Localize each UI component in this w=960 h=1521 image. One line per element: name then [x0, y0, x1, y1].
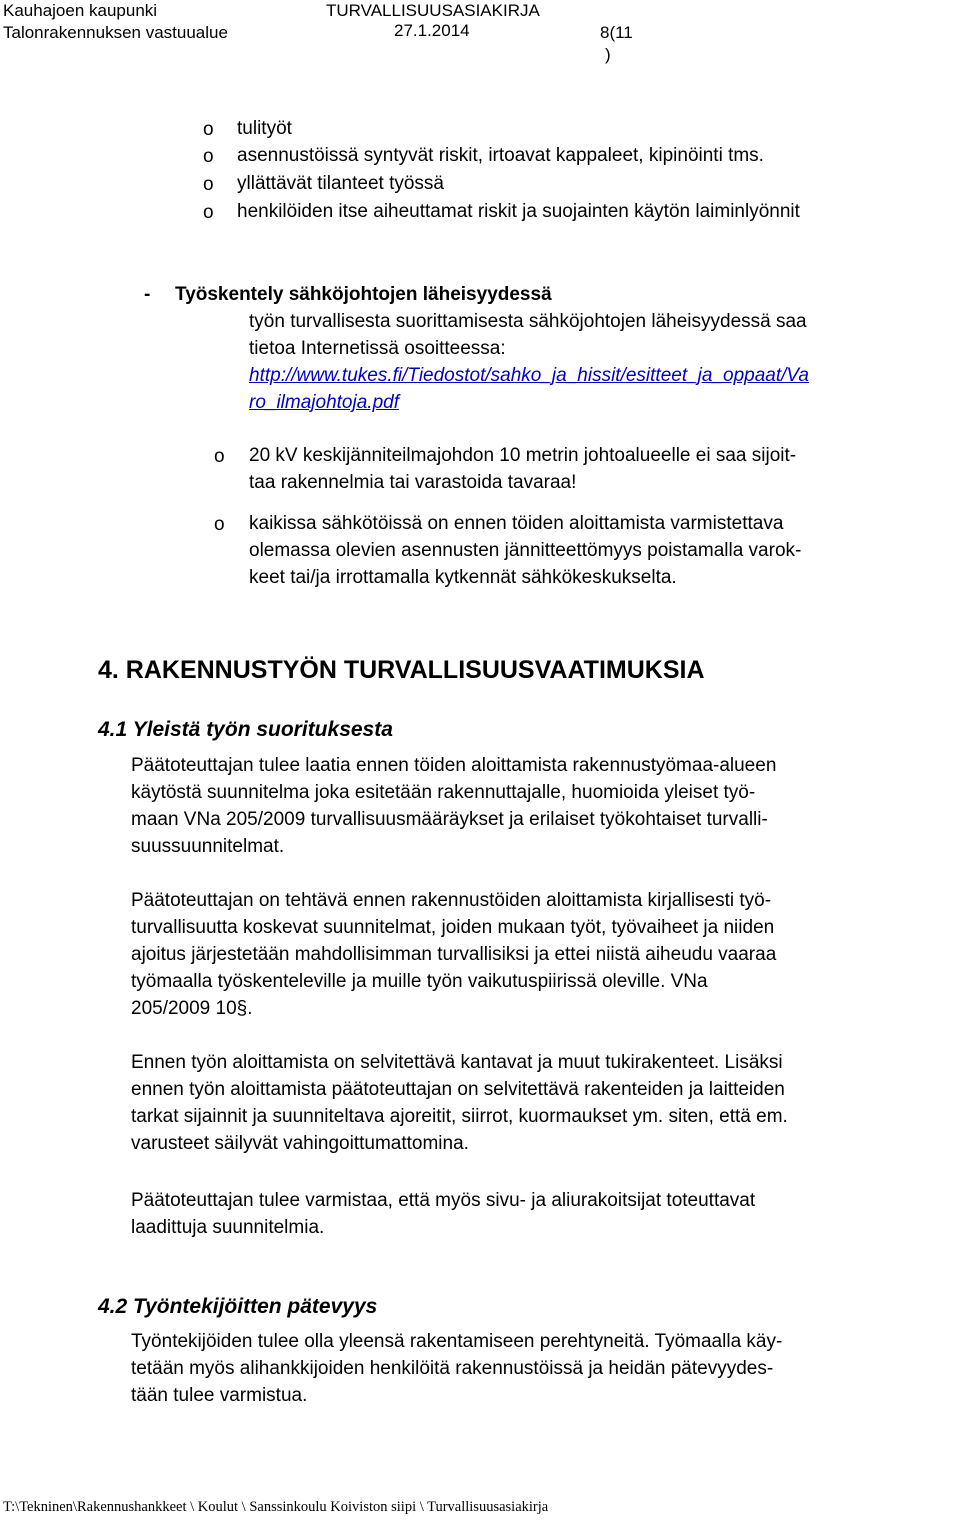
header-doc-type: TURVALLISUUSASIAKIRJA	[326, 1, 540, 20]
header-date: 27.1.2014	[394, 21, 470, 40]
paragraph-line: tarkat sijainnit ja suunniteltava ajoreitit, siirrot, kuormaukset ym. siten, että em.	[131, 1106, 788, 1127]
power-lines-intro-line: työn turvallisesta suorittamisesta sähköjohtojen läheisyydessä saa	[249, 311, 807, 332]
paragraph-line: tään tulee varmistua.	[131, 1385, 308, 1406]
list-item: asennustöissä syntyvät riskit, irtoavat kappaleet, kipinöinti tms.	[237, 145, 764, 166]
paragraph-line: varusteet säilyvät vahingoittumattomina.	[131, 1133, 469, 1154]
tukes-link-continued[interactable]: ro_ilmajohtoja.pdf	[249, 392, 399, 413]
paragraph-line: laadittuja suunnitelmia.	[131, 1217, 325, 1238]
paragraph-line: tetään myös alihankkijoiden henkilöitä rakennustöissä ja heidän pätevyydes-	[131, 1358, 774, 1379]
list-bullet: o	[203, 119, 214, 140]
subsection-title: 4.2 Työntekijöitten pätevyys	[98, 1295, 378, 1318]
paragraph-line: Päätoteuttajan tulee laatia ennen töiden aloittamista rakennustyömaa-alueen	[131, 755, 777, 776]
list-bullet: o	[203, 146, 214, 167]
power-lines-intro-line: tietoa Internetissä osoitteessa:	[249, 338, 506, 359]
list-item-line: 20 kV keskijänniteilmajohdon 10 metrin johtoalueelle ei saa sijoit-	[249, 445, 797, 466]
list-item: tulityöt	[237, 118, 292, 139]
list-item: henkilöiden itse aiheuttamat riskit ja suojainten käytön laiminlyönnit	[237, 201, 800, 222]
paragraph-line: käytöstä suunnitelma joka esitetään rakennuttajalle, huomioida yleiset työ-	[131, 782, 756, 803]
paragraph-line: työmaalla työskenteleville ja muille työn vaikutuspiirissä oleville. VNa	[131, 971, 708, 992]
section-title: 4. RAKENNUSTYÖN TURVALLISUUSVAATIMUKSIA	[98, 656, 705, 684]
paragraph-line: turvallisuutta koskevat suunnitelmat, joiden mukaan työt, työvaiheet ja niiden	[131, 917, 775, 938]
header-unit: Talonrakennuksen vastuualue	[3, 23, 228, 42]
list-item-line: taa rakennelmia tai varastoida tavaraa!	[249, 472, 577, 493]
header-org: Kauhajoen kaupunki	[3, 1, 158, 20]
list-bullet: o	[203, 202, 214, 223]
list-item: yllättävät tilanteet työssä	[237, 173, 444, 194]
footer-path: T:\Tekninen\Rakennushankkeet \ Koulut \ Sanssinkoulu Koiviston siipi \ Turvallisuusasiakirja	[3, 1499, 549, 1515]
tukes-link[interactable]: http://www.tukes.fi/Tiedostot/sahko_ja_hissit/esitteet_ja_oppaat/Va	[249, 365, 809, 386]
paragraph-line: 205/2009 10§.	[131, 998, 253, 1019]
header-page-number-tail: )	[605, 45, 611, 64]
paragraph-line: Päätoteuttajan tulee varmistaa, että myös sivu- ja aliurakoitsijat toteuttavat	[131, 1190, 756, 1211]
list-bullet: o	[214, 514, 225, 535]
list-bullet: o	[214, 446, 225, 467]
list-item-line: kaikissa sähkötöissä on ennen töiden aloittamista varmistettava	[249, 513, 784, 534]
list-item-line: olemassa olevien asennusten jännitteettömyys poistamalla varok-	[249, 540, 802, 561]
paragraph-line: Ennen työn aloittamista on selvitettävä kantavat ja muut tukirakenteet. Lisäksi	[131, 1052, 783, 1073]
paragraph-line: ajoitus järjestetään mahdollisimman turvallisiksi ja ettei niistä aiheudu vaaraa	[131, 944, 777, 965]
power-lines-dash: -	[144, 284, 151, 305]
power-lines-heading: Työskentely sähköjohtojen läheisyydessä	[175, 284, 552, 305]
subsection-title: 4.1 Yleistä työn suorituksesta	[98, 718, 393, 741]
paragraph-line: maan VNa 205/2009 turvallisuusmääräykset ja erilaiset työkohtaiset turvalli-	[131, 809, 768, 830]
paragraph-line: Päätoteuttajan on tehtävä ennen rakennustöiden aloittamista kirjallisesti työ-	[131, 890, 772, 911]
paragraph-line: suussuunnitelmat.	[131, 836, 285, 857]
paragraph-line: Työntekijöiden tulee olla yleensä rakentamiseen perehtyneitä. Työmaalla käy-	[131, 1331, 783, 1352]
list-bullet: o	[203, 174, 214, 195]
paragraph-line: ennen työn aloittamista päätoteuttajan on selvitettävä rakenteiden ja laitteiden	[131, 1079, 785, 1100]
list-item-line: keet tai/ja irrottamalla kytkennät sähkökeskukselta.	[249, 567, 677, 588]
header-page-number: 8(11	[600, 23, 633, 42]
